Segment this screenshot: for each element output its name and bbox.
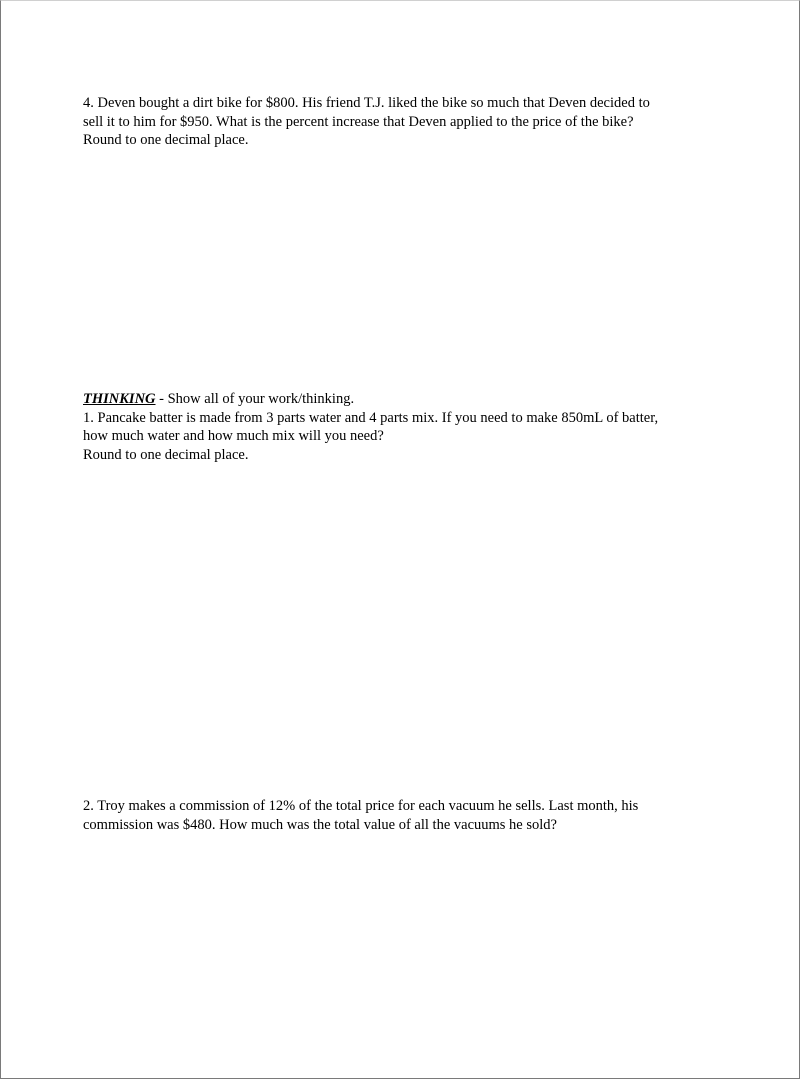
- question-4: [83, 94, 773, 150]
- question-4-line-3: Round to one decimal place.: [83, 132, 249, 148]
- question-2-line-2: commission was $480. How much was the total value of all the vacuums he sold?: [83, 816, 557, 833]
- thinking-header: [83, 390, 773, 409]
- thinking-question-1-line-1: 1. Pancake batter is made from 3 parts water and 4 parts mix. If you need to make 850mL of batter,: [83, 409, 659, 426]
- question-4-line-2: sell it to him for $950. What is the percent increase that Deven applied to the price of the bike?: [83, 113, 634, 130]
- thinking-question-1-line-2: how much water and how much mix will you need?: [83, 428, 384, 444]
- thinking-question-1-line-3: Round to one decimal place.: [83, 446, 249, 463]
- question-2-line-1: 2. Troy makes a commission of 12% of the total price for each vacuum he sells. Last month, his: [83, 798, 639, 814]
- question-4-line-1: 4. Deven bought a dirt bike for $800. His friend T.J. liked the bike so much that Deven decided to: [83, 95, 650, 111]
- thinking-heading: THINKING: [83, 391, 156, 407]
- question-2: [83, 797, 773, 834]
- thinking-instruction: - Show all of your work/thinking.: [155, 391, 355, 407]
- thinking-section: [83, 390, 773, 464]
